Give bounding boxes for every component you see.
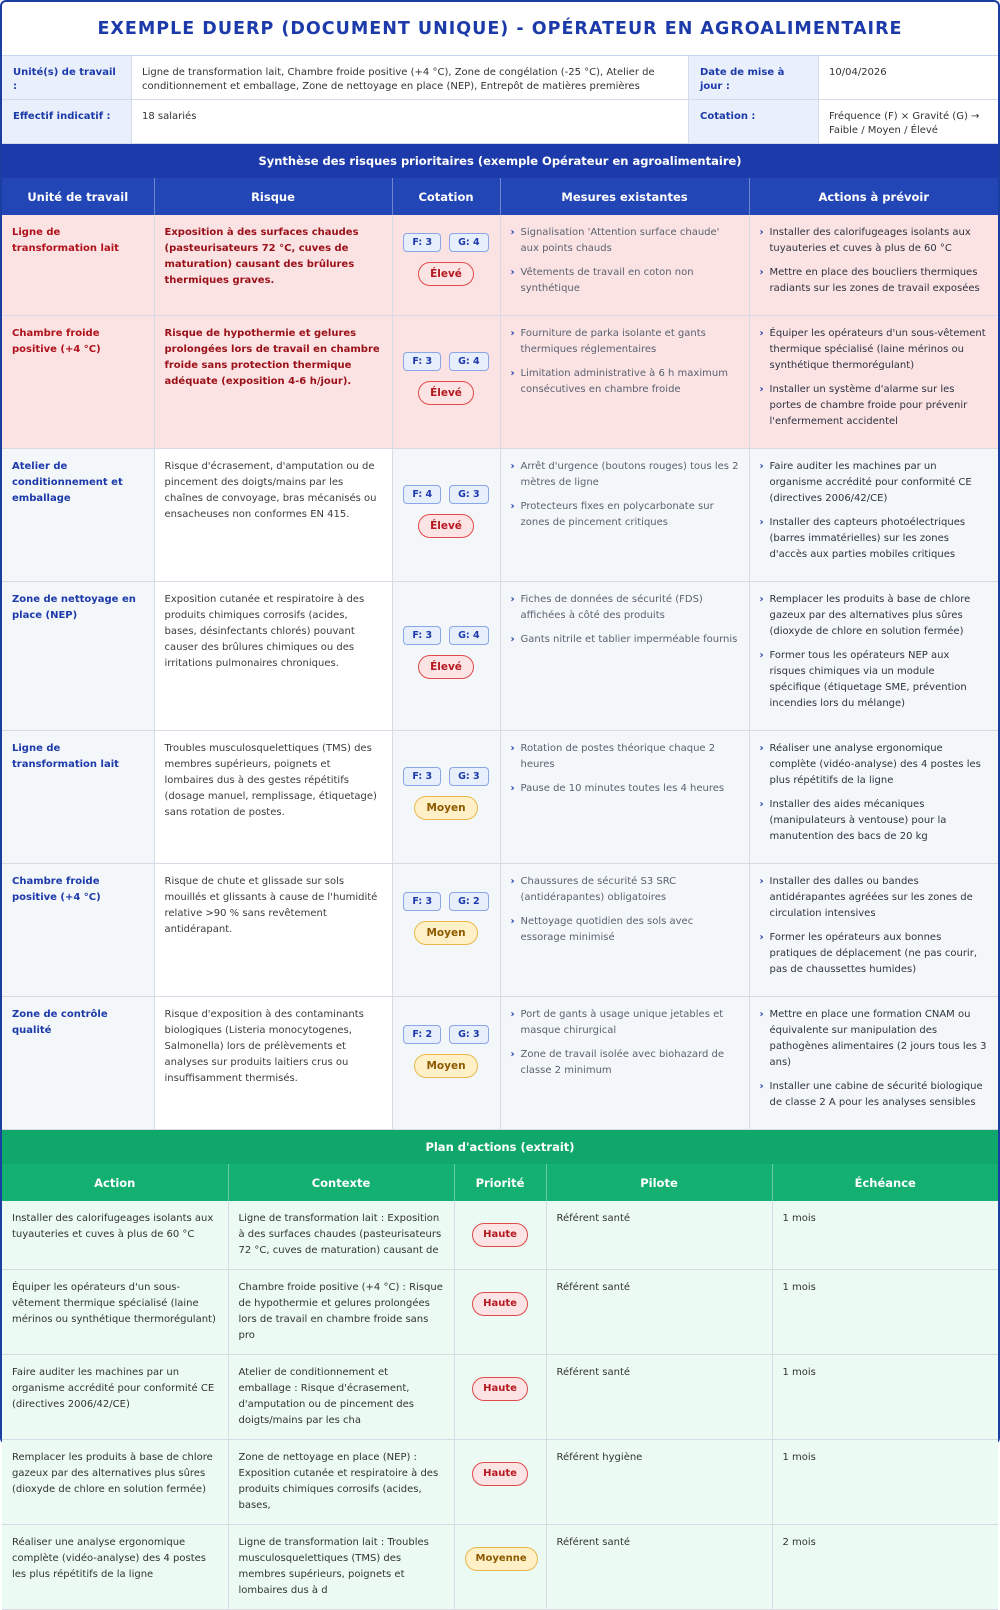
plan-heading: Plan d'actions (extrait) bbox=[2, 1130, 998, 1164]
risk-cotation bbox=[392, 215, 500, 316]
mesure-item: › Limitation administrative à 6 h maximum consécutives en chambre froide bbox=[511, 366, 739, 398]
mesure-item: › Zone de travail isolée avec biohazard de classe 2 minimum bbox=[511, 1047, 739, 1079]
actions-cell bbox=[749, 215, 998, 316]
plan-echeance: 1 mois bbox=[772, 1440, 998, 1525]
risk-level-badge: Élevé bbox=[418, 381, 474, 405]
action-item: › Installer des dalles ou bandes antidérapantes agréées sur les zones de circulation intensives bbox=[760, 874, 989, 922]
plan-priorite bbox=[454, 1440, 546, 1525]
synthese-table bbox=[2, 178, 998, 1130]
plan-priorite bbox=[454, 1355, 546, 1440]
risk-unit: Zone de nettoyage en place (NEP) bbox=[2, 582, 154, 731]
plan-row bbox=[2, 1270, 998, 1355]
action-item: › Former tous les opérateurs NEP aux risques chimiques via un module spécifique (étiquetage SME, prévention incendies lors du mélange) bbox=[760, 648, 989, 712]
col-contexte: Contexte bbox=[228, 1164, 454, 1201]
risk-row bbox=[2, 864, 998, 997]
action-item: › Faire auditer les machines par un organisme accrédité pour conformité CE (directives 2006/42/CE) bbox=[760, 459, 989, 507]
actions-cell bbox=[749, 997, 998, 1130]
mesure-item: › Port de gants à usage unique jetables et masque chirurgical bbox=[511, 1007, 739, 1039]
unites-label: Unité(s) de travail : bbox=[2, 56, 132, 100]
col-mesures: Mesures existantes bbox=[500, 178, 749, 215]
mesure-item: › Chaussures de sécurité S3 SRC (antidérapantes) obligatoires bbox=[511, 874, 739, 906]
action-item: › Former les opérateurs aux bonnes pratiques de déplacement (ne pas courir, pas de chaussettes humides) bbox=[760, 930, 989, 978]
plan-pilote: Référent santé bbox=[546, 1355, 772, 1440]
gravite-chip: G: 3 bbox=[449, 767, 489, 786]
document-title: EXEMPLE DUERP (DOCUMENT UNIQUE) - OPÉRATEUR EN AGROALIMENTAIRE bbox=[2, 2, 998, 56]
risk-description: Exposition cutanée et respiratoire à des produits chimiques corrosifs (acides, bases, désinfectants chlorés) pouvant causer des brûlures chimiques ou des irritations pulmonaires chroniques. bbox=[154, 582, 392, 731]
plan-priorite bbox=[454, 1201, 546, 1270]
priority-badge: Haute bbox=[472, 1223, 528, 1247]
col-pilote: Pilote bbox=[546, 1164, 772, 1201]
risk-description: Risque de hypothermie et gelures prolongées lors de travail en chambre froide sans protection thermique adéquate (exposition 4-6 h/jour). bbox=[154, 316, 392, 449]
unites-value: Ligne de transformation lait, Chambre froide positive (+4 °C), Zone de congélation (-25 °C), Atelier de conditionnement et emballage, Zone de nettoyage en place (NEP), Entrepôt de matières premières bbox=[132, 56, 689, 100]
risk-cotation bbox=[392, 731, 500, 864]
action-item: › Réaliser une analyse ergonomique complète (vidéo-analyse) des 4 postes les plus répétitifs de la ligne bbox=[760, 741, 989, 789]
risk-unit: Ligne de transformation lait bbox=[2, 731, 154, 864]
frequence-chip: F: 4 bbox=[403, 485, 441, 504]
risk-description: Risque d'exposition à des contaminants biologiques (Listeria monocytogenes, Salmonella) lors de prélèvements et analyses sur produits laitiers crus ou insuffisamment thermisés. bbox=[154, 997, 392, 1130]
plan-header-row bbox=[2, 1164, 998, 1201]
plan-action: Réaliser une analyse ergonomique complète (vidéo-analyse) des 4 postes les plus répétitifs de la ligne bbox=[2, 1525, 228, 1610]
cotation-label: Cotation : bbox=[689, 100, 819, 144]
synthese-header-row bbox=[2, 178, 998, 215]
plan-row bbox=[2, 1201, 998, 1270]
priority-badge: Haute bbox=[472, 1377, 528, 1401]
mesure-item: › Signalisation 'Attention surface chaude' aux points chauds bbox=[511, 225, 739, 257]
frequence-chip: F: 2 bbox=[403, 1025, 441, 1044]
risk-row bbox=[2, 582, 998, 731]
action-item: › Installer une cabine de sécurité biologique de classe 2 A pour les analyses sensibles bbox=[760, 1079, 989, 1111]
plan-action: Remplacer les produits à base de chlore gazeux par des alternatives plus sûres (dioxyde de chlore en solution fermée) bbox=[2, 1440, 228, 1525]
mesures-cell bbox=[500, 864, 749, 997]
risk-cotation bbox=[392, 864, 500, 997]
plan-action: Équiper les opérateurs d'un sous-vêtement thermique spécialisé (laine mérinos ou synthétique thermorégulant) bbox=[2, 1270, 228, 1355]
risk-description: Exposition à des surfaces chaudes (pasteurisateurs 72 °C, cuves de maturation) causant des brûlures thermiques graves. bbox=[154, 215, 392, 316]
plan-action: Faire auditer les machines par un organisme accrédité pour conformité CE (directives 2006/42/CE) bbox=[2, 1355, 228, 1440]
mesure-item: › Vêtements de travail en coton non synthétique bbox=[511, 265, 739, 297]
mesure-item: › Protecteurs fixes en polycarbonate sur zones de pincement critiques bbox=[511, 499, 739, 531]
risk-row bbox=[2, 731, 998, 864]
mesures-cell bbox=[500, 215, 749, 316]
action-item: › Installer des calorifugeages isolants aux tuyauteries et cuves à plus de 60 °C bbox=[760, 225, 989, 257]
actions-cell bbox=[749, 316, 998, 449]
plan-echeance: 1 mois bbox=[772, 1355, 998, 1440]
plan-pilote: Référent santé bbox=[546, 1525, 772, 1610]
info-grid bbox=[2, 56, 998, 144]
mesures-cell bbox=[500, 997, 749, 1130]
risk-level-badge: Élevé bbox=[418, 514, 474, 538]
risk-level-badge: Élevé bbox=[418, 262, 474, 286]
risk-cotation bbox=[392, 582, 500, 731]
plan-row bbox=[2, 1525, 998, 1610]
risk-level-badge: Moyen bbox=[414, 1054, 477, 1078]
frequence-chip: F: 3 bbox=[403, 233, 441, 252]
risk-row bbox=[2, 215, 998, 316]
mesures-cell bbox=[500, 731, 749, 864]
action-item: › Mettre en place des boucliers thermiques radiants sur les zones de travail exposées bbox=[760, 265, 989, 297]
plan-contexte: Ligne de transformation lait : Exposition à des surfaces chaudes (pasteurisateurs 72 °C, cuves de maturation) causant de bbox=[228, 1201, 454, 1270]
actions-cell bbox=[749, 731, 998, 864]
col-action: Action bbox=[2, 1164, 228, 1201]
risk-unit: Chambre froide positive (+4 °C) bbox=[2, 316, 154, 449]
gravite-chip: G: 2 bbox=[449, 892, 489, 911]
mesure-item: › Pause de 10 minutes toutes les 4 heures bbox=[511, 781, 739, 797]
risk-cotation bbox=[392, 449, 500, 582]
action-item: › Installer un système d'alarme sur les portes de chambre froide pour prévenir l'enfermement accidentel bbox=[760, 382, 989, 430]
action-item: › Mettre en place une formation CNAM ou équivalente sur manipulation des pathogènes alimentaires (2 jours tous les 3 ans) bbox=[760, 1007, 989, 1071]
cotation-value: Fréquence (F) × Gravité (G) → Faible / Moyen / Élevé bbox=[819, 100, 998, 144]
plan-table bbox=[2, 1164, 998, 1610]
risk-row bbox=[2, 997, 998, 1130]
mesure-item: › Fiches de données de sécurité (FDS) affichées à côté des produits bbox=[511, 592, 739, 624]
plan-pilote: Référent santé bbox=[546, 1270, 772, 1355]
mesure-item: › Rotation de postes théorique chaque 2 heures bbox=[511, 741, 739, 773]
plan-priorite bbox=[454, 1525, 546, 1610]
risk-cotation bbox=[392, 997, 500, 1130]
mesure-item: › Gants nitrile et tablier imperméable fournis bbox=[511, 632, 739, 648]
action-item: › Remplacer les produits à base de chlore gazeux par des alternatives plus sûres (dioxyde de chlore en solution fermée) bbox=[760, 592, 989, 640]
date-value: 10/04/2026 bbox=[819, 56, 998, 100]
risk-unit: Ligne de transformation lait bbox=[2, 215, 154, 316]
col-unite: Unité de travail bbox=[2, 178, 154, 215]
plan-pilote: Référent hygiène bbox=[546, 1440, 772, 1525]
date-label: Date de mise à jour : bbox=[689, 56, 819, 100]
mesure-item: › Nettoyage quotidien des sols avec essorage minimisé bbox=[511, 914, 739, 946]
risk-unit: Chambre froide positive (+4 °C) bbox=[2, 864, 154, 997]
actions-cell bbox=[749, 864, 998, 997]
risk-description: Risque d'écrasement, d'amputation ou de pincement des doigts/mains par les chaînes de convoyage, bras mécanisés ou ensacheuses non conformes EN 415. bbox=[154, 449, 392, 582]
mesures-cell bbox=[500, 582, 749, 731]
gravite-chip: G: 3 bbox=[449, 485, 489, 504]
plan-row bbox=[2, 1355, 998, 1440]
risk-description: Risque de chute et glissade sur sols mouillés et glissants à cause de l'humidité relative >90 % sans revêtement antidérapant. bbox=[154, 864, 392, 997]
risk-description: Troubles musculosquelettiques (TMS) des membres supérieurs, poignets et lombaires dus à des gestes répétitifs (dosage manuel, remplissage, étiquetage) sans rotation de postes. bbox=[154, 731, 392, 864]
plan-priorite bbox=[454, 1270, 546, 1355]
mesures-cell bbox=[500, 449, 749, 582]
frequence-chip: F: 3 bbox=[403, 352, 441, 371]
synthese-heading: Synthèse des risques prioritaires (exemple Opérateur en agroalimentaire) bbox=[2, 144, 998, 178]
action-item: › Installer des capteurs photoélectriques (barres immatérielles) sur les zones d'accès aux parties mobiles critiques bbox=[760, 515, 989, 563]
risk-unit: Zone de contrôle qualité bbox=[2, 997, 154, 1130]
plan-echeance: 2 mois bbox=[772, 1525, 998, 1610]
mesure-item: › Fourniture de parka isolante et gants thermiques réglementaires bbox=[511, 326, 739, 358]
risk-row bbox=[2, 449, 998, 582]
col-cotation: Cotation bbox=[392, 178, 500, 215]
col-priorite: Priorité bbox=[454, 1164, 546, 1201]
frequence-chip: F: 3 bbox=[403, 626, 441, 645]
effectif-value: 18 salariés bbox=[132, 100, 689, 144]
plan-echeance: 1 mois bbox=[772, 1201, 998, 1270]
plan-contexte: Atelier de conditionnement et emballage : Risque d'écrasement, d'amputation ou de pincement des doigts/mains par les cha bbox=[228, 1355, 454, 1440]
actions-cell bbox=[749, 582, 998, 731]
plan-contexte: Ligne de transformation lait : Troubles musculosquelettiques (TMS) des membres supérieurs, poignets et lombaires dus à d bbox=[228, 1525, 454, 1610]
risk-level-badge: Élevé bbox=[418, 655, 474, 679]
frequence-chip: F: 3 bbox=[403, 892, 441, 911]
gravite-chip: G: 3 bbox=[449, 1025, 489, 1044]
action-item: › Installer des aides mécaniques (manipulateurs à ventouse) pour la manutention des bacs de 20 kg bbox=[760, 797, 989, 845]
risk-cotation bbox=[392, 316, 500, 449]
plan-contexte: Zone de nettoyage en place (NEP) : Exposition cutanée et respiratoire à des produits chimiques corrosifs (acides, bases, bbox=[228, 1440, 454, 1525]
mesures-cell bbox=[500, 316, 749, 449]
gravite-chip: G: 4 bbox=[449, 626, 489, 645]
col-risque: Risque bbox=[154, 178, 392, 215]
plan-echeance: 1 mois bbox=[772, 1270, 998, 1355]
action-item: › Équiper les opérateurs d'un sous-vêtement thermique spécialisé (laine mérinos ou synthétique thermorégulant) bbox=[760, 326, 989, 374]
risk-level-badge: Moyen bbox=[414, 796, 477, 820]
plan-contexte: Chambre froide positive (+4 °C) : Risque de hypothermie et gelures prolongées lors de travail en chambre froide sans pro bbox=[228, 1270, 454, 1355]
frequence-chip: F: 3 bbox=[403, 767, 441, 786]
mesure-item: › Arrêt d'urgence (boutons rouges) tous les 2 mètres de ligne bbox=[511, 459, 739, 491]
priority-badge: Haute bbox=[472, 1292, 528, 1316]
plan-pilote: Référent santé bbox=[546, 1201, 772, 1270]
risk-level-badge: Moyen bbox=[414, 921, 477, 945]
col-actions: Actions à prévoir bbox=[749, 178, 998, 215]
effectif-label: Effectif indicatif : bbox=[2, 100, 132, 144]
risk-unit: Atelier de conditionnement et emballage bbox=[2, 449, 154, 582]
risk-row bbox=[2, 316, 998, 449]
plan-row bbox=[2, 1440, 998, 1525]
col-echeance: Échéance bbox=[772, 1164, 998, 1201]
gravite-chip: G: 4 bbox=[449, 233, 489, 252]
priority-badge: Haute bbox=[472, 1462, 528, 1486]
gravite-chip: G: 4 bbox=[449, 352, 489, 371]
priority-badge: Moyenne bbox=[465, 1547, 538, 1571]
plan-action: Installer des calorifugeages isolants aux tuyauteries et cuves à plus de 60 °C bbox=[2, 1201, 228, 1270]
actions-cell bbox=[749, 449, 998, 582]
